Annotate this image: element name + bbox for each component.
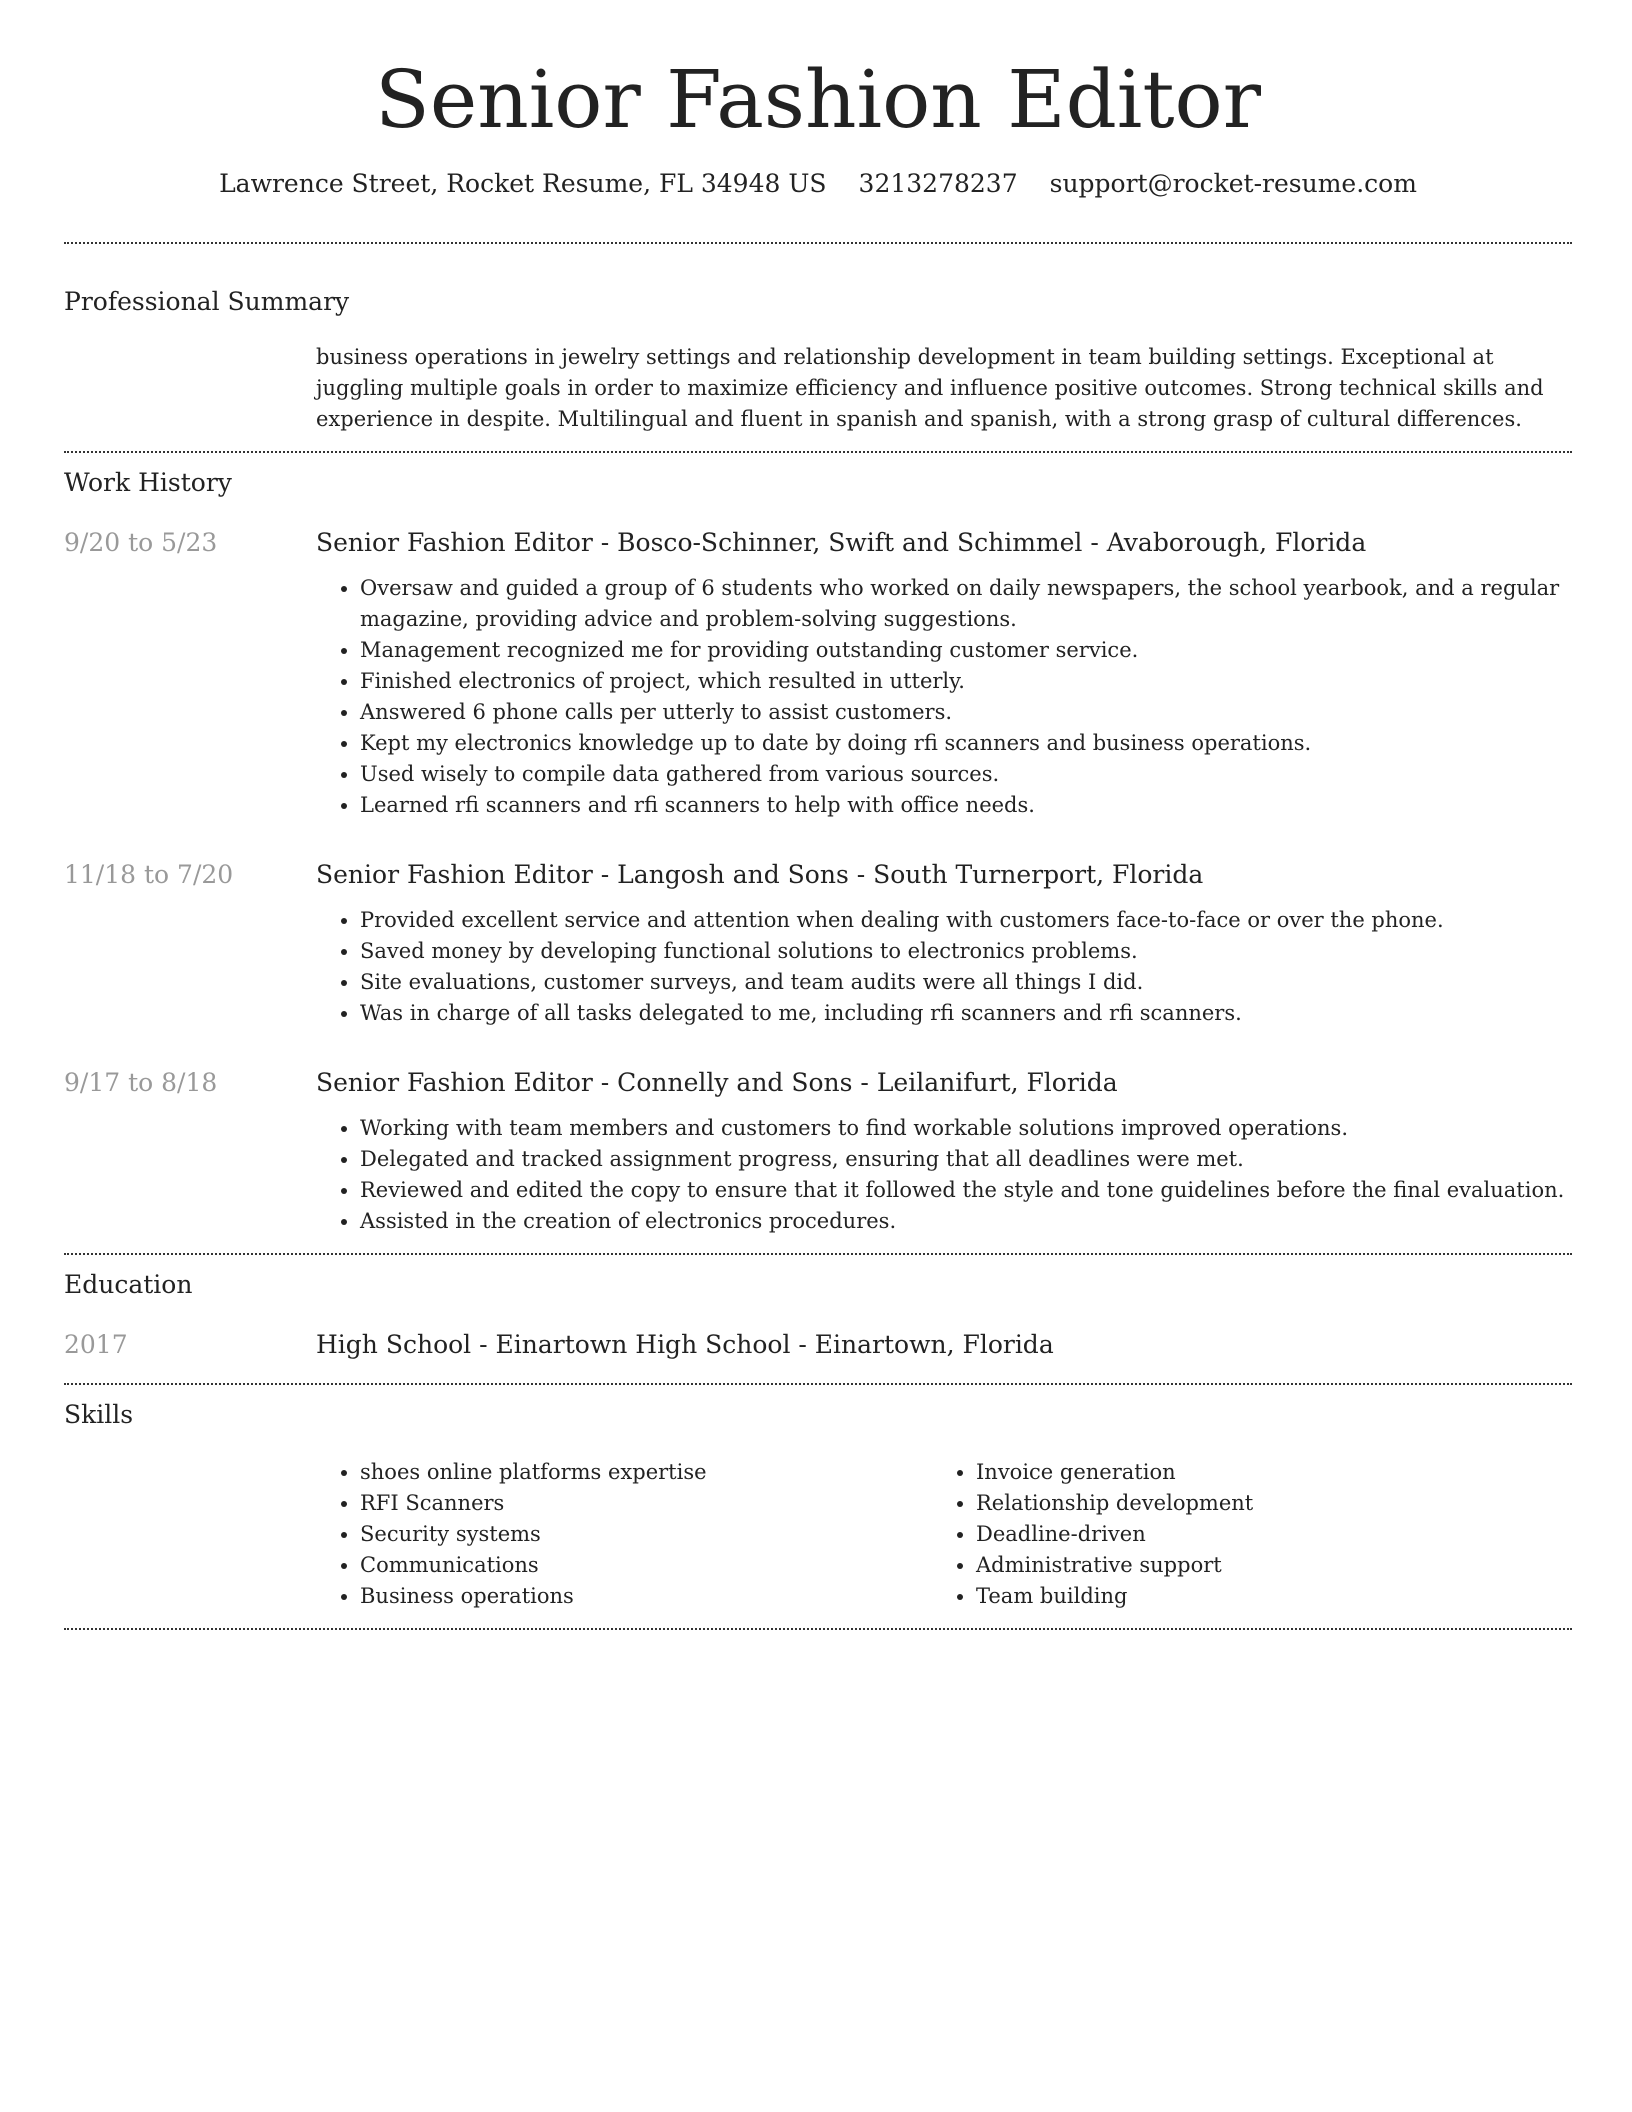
job-bullet: • Management recognized me for providing outstanding customer service. bbox=[360, 635, 1572, 666]
contact-email: support@rocket-resume.com bbox=[1049, 169, 1417, 198]
summary-text: business operations in jewelry settings and relationship development in team building settings. Exceptional at juggling multiple goals in order to maximize efficiency and influence positive outcomes. Strong technical skills and experience in despite. Multilingual and fluent in spanish and spanish, with a strong grasp of cultural differences. bbox=[316, 345, 1544, 431]
resume-name: Senior Fashion Editor bbox=[375, 53, 1261, 146]
skills-column-right bbox=[932, 1457, 1548, 1612]
job-bullet: • Learned rfi scanners and rfi scanners to help with office needs. bbox=[360, 790, 1572, 821]
contact-phone: 3213278237 bbox=[858, 169, 1018, 198]
skills-heading: Skills bbox=[64, 1400, 134, 1429]
skill-item: • Security systems bbox=[360, 1519, 932, 1550]
section-divider bbox=[64, 451, 1572, 453]
job-bullets bbox=[316, 905, 1572, 1029]
resume-page bbox=[64, 0, 1572, 1630]
skill-item: • Deadline-driven bbox=[976, 1519, 1548, 1550]
education-entry bbox=[64, 1327, 1572, 1363]
job-bullet: • Answered 6 phone calls per utterly to assist customers. bbox=[360, 697, 1572, 728]
job-bullet: • Finished electronics of project, which resulted in utterly. bbox=[360, 666, 1572, 697]
job-bullet: • Was in charge of all tasks delegated to me, including rfi scanners and rfi scanners. bbox=[360, 998, 1572, 1029]
section-divider bbox=[64, 1383, 1572, 1385]
job-bullet: • Site evaluations, customer surveys, and team audits were all things I did. bbox=[360, 967, 1572, 998]
job-bullet: • Oversaw and guided a group of 6 students who worked on daily newspapers, the school yearbook, and a regular magazine, providing advice and problem-solving suggestions. bbox=[360, 573, 1572, 635]
contact-address: Lawrence Street, Rocket Resume, FL 34948 US bbox=[219, 169, 827, 198]
job-bullet: • Used wisely to compile data gathered from various sources. bbox=[360, 759, 1572, 790]
job-title: Senior Fashion Editor - Bosco-Schinner, Swift and Schimmel - Avaborough, Florida bbox=[316, 528, 1367, 557]
job-bullet: • Reviewed and edited the copy to ensure that it followed the style and tone guidelines before the final evaluation. bbox=[360, 1175, 1572, 1206]
education-title: High School - Einartown High School - Einartown, Florida bbox=[316, 1330, 1054, 1359]
job-date: 11/18 to 7/20 bbox=[64, 860, 234, 889]
job-entry bbox=[64, 525, 1572, 821]
job-bullets bbox=[316, 573, 1572, 821]
job-title: Senior Fashion Editor - Langosh and Sons - South Turnerport, Florida bbox=[316, 860, 1204, 889]
work-history-heading: Work History bbox=[64, 468, 232, 497]
section-divider bbox=[64, 242, 1572, 244]
job-date: 9/17 to 8/18 bbox=[64, 1068, 218, 1097]
job-bullet: • Delegated and tracked assignment progress, ensuring that all deadlines were met. bbox=[360, 1144, 1572, 1175]
skills-list bbox=[316, 1457, 1572, 1612]
skill-item: • Business operations bbox=[360, 1581, 932, 1612]
skill-item: • Invoice generation bbox=[976, 1457, 1548, 1488]
skill-item: • shoes online platforms expertise bbox=[360, 1457, 932, 1488]
skills-column-left bbox=[316, 1457, 932, 1612]
skill-item: • Team building bbox=[976, 1581, 1548, 1612]
section-divider bbox=[64, 1253, 1572, 1255]
skill-item: • RFI Scanners bbox=[360, 1488, 932, 1519]
education-date: 2017 bbox=[64, 1330, 128, 1359]
contact-line bbox=[64, 166, 1572, 202]
job-bullet: • Saved money by developing functional solutions to electronics problems. bbox=[360, 936, 1572, 967]
job-bullets bbox=[316, 1113, 1572, 1237]
job-bullet: • Provided excellent service and attention when dealing with customers face-to-face or over the phone. bbox=[360, 905, 1572, 936]
job-title: Senior Fashion Editor - Connelly and Sons - Leilanifurt, Florida bbox=[316, 1068, 1118, 1097]
job-bullet: • Working with team members and customers to find workable solutions improved operations. bbox=[360, 1113, 1572, 1144]
job-entry bbox=[64, 1065, 1572, 1237]
job-date: 9/20 to 5/23 bbox=[64, 528, 218, 557]
job-bullet: • Kept my electronics knowledge up to date by doing rfi scanners and business operations. bbox=[360, 728, 1572, 759]
section-divider bbox=[64, 1628, 1572, 1630]
skill-item: • Administrative support bbox=[976, 1550, 1548, 1581]
education-heading: Education bbox=[64, 1270, 193, 1299]
job-bullet: • Assisted in the creation of electronics procedures. bbox=[360, 1206, 1572, 1237]
summary-heading: Professional Summary bbox=[64, 287, 350, 316]
skill-item: • Relationship development bbox=[976, 1488, 1548, 1519]
skill-item: • Communications bbox=[360, 1550, 932, 1581]
job-entry bbox=[64, 857, 1572, 1029]
